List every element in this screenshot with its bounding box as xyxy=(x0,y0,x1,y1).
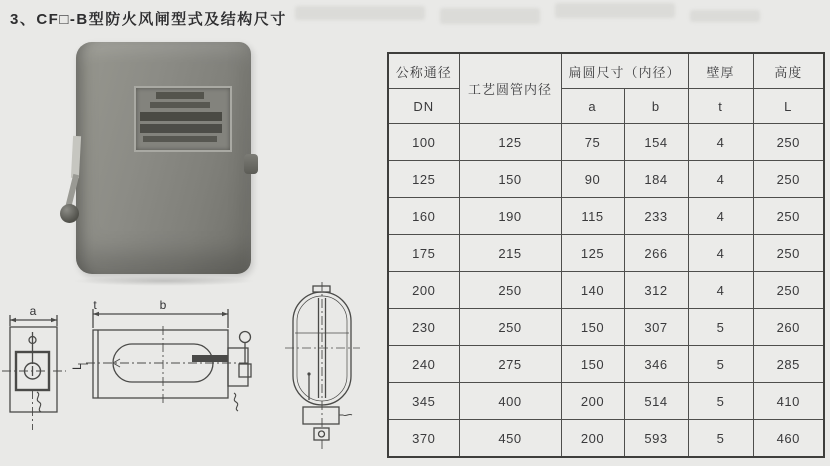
damper-body xyxy=(76,42,251,274)
table-cell: 215 xyxy=(459,235,561,272)
table-cell: 4 xyxy=(688,161,753,198)
table-cell: 200 xyxy=(388,272,459,309)
table-row xyxy=(388,346,824,383)
end-view-drawing xyxy=(285,282,360,452)
table-cell: 200 xyxy=(561,383,624,420)
table-cell: 5 xyxy=(688,346,753,383)
side-view-drawing xyxy=(2,304,66,430)
table-cell: 4 xyxy=(688,272,753,309)
lever-ball-handle xyxy=(60,204,79,223)
table-cell: 4 xyxy=(688,235,753,272)
dim-label-a: a xyxy=(29,304,37,318)
table-cell: 250 xyxy=(753,161,824,198)
table-cell: 460 xyxy=(753,420,824,458)
nameplate xyxy=(134,86,232,152)
table-cell: 514 xyxy=(624,383,688,420)
table-cell: 150 xyxy=(561,346,624,383)
dimension-table xyxy=(387,52,825,458)
table-cell: 593 xyxy=(624,420,688,458)
table-cell: 240 xyxy=(388,346,459,383)
table-cell: 115 xyxy=(561,198,624,235)
nameplate-text-line xyxy=(140,112,222,121)
technical-drawings xyxy=(0,278,380,466)
front-view-drawing xyxy=(70,298,251,411)
table-cell: 125 xyxy=(388,161,459,198)
header-height: 高度 xyxy=(753,53,824,89)
table-cell: 5 xyxy=(688,383,753,420)
table-cell: 285 xyxy=(753,346,824,383)
table-cell: 250 xyxy=(459,309,561,346)
table-cell: 346 xyxy=(624,346,688,383)
table-cell: 160 xyxy=(388,198,459,235)
header-b-symbol: b xyxy=(624,89,688,124)
table-cell: 100 xyxy=(388,124,459,161)
table-cell: 450 xyxy=(459,420,561,458)
header-dn-symbol: DN xyxy=(388,89,459,124)
table-cell: 5 xyxy=(688,309,753,346)
table-row xyxy=(388,161,824,198)
scan-ghosting xyxy=(295,6,425,20)
header-a-symbol: a xyxy=(561,89,624,124)
table-row xyxy=(388,272,824,309)
table-cell: 175 xyxy=(388,235,459,272)
table-row xyxy=(388,420,824,458)
header-oval-size-group: 扁圆尺寸（内径） xyxy=(561,53,688,89)
table-cell: 150 xyxy=(561,309,624,346)
scan-ghosting xyxy=(690,10,760,22)
header-nominal-diameter: 公称通径 xyxy=(388,53,459,89)
table-cell: 370 xyxy=(388,420,459,458)
table-cell: 184 xyxy=(624,161,688,198)
table-cell: 233 xyxy=(624,198,688,235)
table-cell: 250 xyxy=(753,235,824,272)
scan-ghosting xyxy=(555,3,675,18)
table-cell: 75 xyxy=(561,124,624,161)
dim-label-L: L xyxy=(70,363,84,370)
header-wall-thickness: 壁厚 xyxy=(688,53,753,89)
table-cell: 345 xyxy=(388,383,459,420)
dim-label-b: b xyxy=(159,298,167,312)
table-cell: 190 xyxy=(459,198,561,235)
table-cell: 312 xyxy=(624,272,688,309)
header-pipe-inner-diameter: 工艺圆管内径 xyxy=(459,53,561,124)
nameplate-text-line xyxy=(150,102,210,108)
table-cell: 90 xyxy=(561,161,624,198)
table-cell: 5 xyxy=(688,420,753,458)
table-cell: 250 xyxy=(459,272,561,309)
nameplate-text-line xyxy=(143,136,217,142)
table-cell: 4 xyxy=(688,124,753,161)
table-cell: 4 xyxy=(688,198,753,235)
table-cell: 307 xyxy=(624,309,688,346)
table-cell: 400 xyxy=(459,383,561,420)
table-row xyxy=(388,235,824,272)
product-photo xyxy=(58,36,270,286)
dim-label-t: t xyxy=(93,298,97,312)
table-cell: 275 xyxy=(459,346,561,383)
table-cell: 125 xyxy=(459,124,561,161)
table-cell: 200 xyxy=(561,420,624,458)
table-cell: 250 xyxy=(753,272,824,309)
scan-ghosting xyxy=(440,8,540,24)
table-row xyxy=(388,124,824,161)
page-title: 3、CF□-B型防火风闸型式及结构尺寸 xyxy=(10,11,287,28)
nameplate-text-line xyxy=(156,92,204,99)
table-cell: 260 xyxy=(753,309,824,346)
table-cell: 410 xyxy=(753,383,824,420)
side-knob xyxy=(244,154,258,174)
table-cell: 266 xyxy=(624,235,688,272)
table-cell: 250 xyxy=(753,198,824,235)
header-t-symbol: t xyxy=(688,89,753,124)
nameplate-text-line xyxy=(140,124,222,133)
table-cell: 250 xyxy=(753,124,824,161)
table-row xyxy=(388,383,824,420)
table-row xyxy=(388,309,824,346)
header-L-symbol: L xyxy=(753,89,824,124)
table-cell: 140 xyxy=(561,272,624,309)
table-row xyxy=(388,198,824,235)
table-cell: 125 xyxy=(561,235,624,272)
table-cell: 150 xyxy=(459,161,561,198)
table-cell: 154 xyxy=(624,124,688,161)
table-cell: 230 xyxy=(388,309,459,346)
